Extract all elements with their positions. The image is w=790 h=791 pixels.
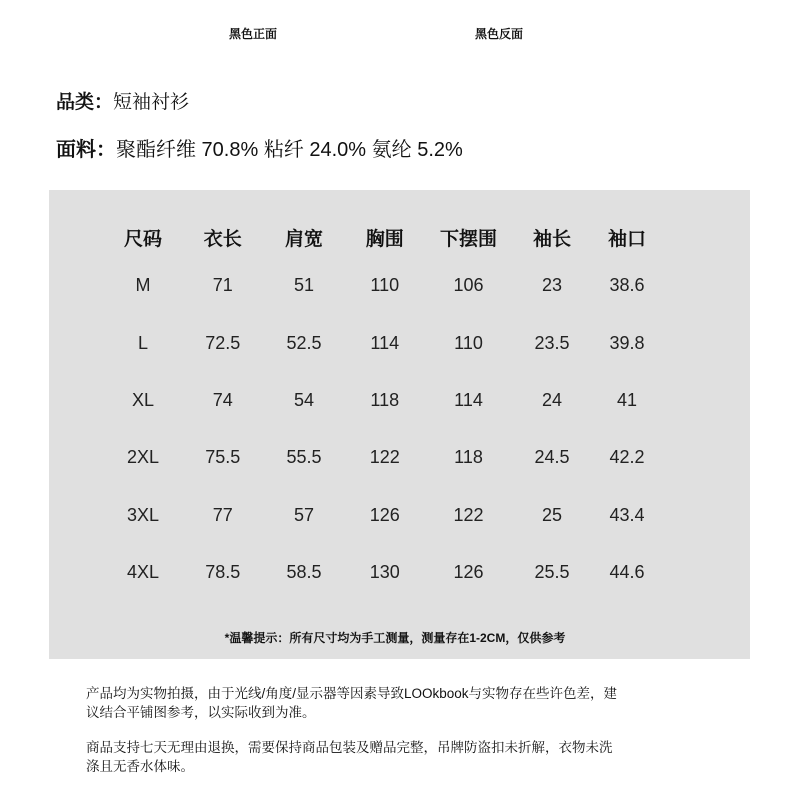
cell-length: 74 bbox=[212, 389, 233, 410]
table-row bbox=[104, 314, 662, 371]
header-hem: 下摆围 bbox=[439, 228, 497, 250]
product-fabric bbox=[56, 138, 463, 162]
cell-chest: 122 bbox=[369, 447, 400, 468]
cell-size: 4XL bbox=[126, 562, 160, 583]
cell-shoulder: 54 bbox=[293, 389, 315, 410]
notice-line: 涤且无香水体味。 bbox=[86, 759, 194, 774]
table-row bbox=[104, 429, 662, 486]
cell-size: XL bbox=[131, 389, 155, 410]
cell-chest: 126 bbox=[369, 504, 400, 525]
fabric-value: 聚酯纤维 70.8% 粘纤 24.0% 氨纶 5.2% bbox=[116, 139, 463, 161]
cell-length: 71 bbox=[212, 275, 233, 296]
cell-hem: 106 bbox=[453, 275, 484, 296]
fabric-label: 面料： bbox=[56, 139, 116, 161]
cell-shoulder: 57 bbox=[293, 504, 315, 525]
cell-cuff: 39.8 bbox=[609, 332, 645, 353]
cell-sleeve-length: 24.5 bbox=[534, 447, 570, 468]
size-chart-body bbox=[104, 257, 662, 601]
cell-hem: 122 bbox=[453, 504, 484, 525]
cell-size: 3XL bbox=[126, 504, 160, 525]
cell-sleeve-length: 24 bbox=[541, 389, 563, 410]
size-chart-panel bbox=[49, 190, 750, 659]
cell-shoulder: 58.5 bbox=[286, 562, 322, 583]
return-policy-notice bbox=[86, 738, 613, 776]
cell-hem: 110 bbox=[454, 332, 483, 353]
notice-line: 议结合平铺图参考，以实际收到为准。 bbox=[86, 705, 316, 720]
cell-size: L bbox=[137, 332, 148, 353]
category-label: 品类： bbox=[56, 92, 114, 113]
cell-cuff: 44.6 bbox=[609, 562, 645, 583]
cell-sleeve-length: 25.5 bbox=[534, 562, 570, 583]
table-row bbox=[104, 487, 662, 544]
cell-shoulder: 55.5 bbox=[286, 447, 322, 468]
cell-chest: 118 bbox=[370, 389, 400, 410]
cell-shoulder: 51 bbox=[293, 275, 315, 296]
cell-size: 2XL bbox=[126, 447, 160, 468]
cell-shoulder: 52.5 bbox=[286, 332, 322, 353]
table-row bbox=[104, 544, 662, 601]
cell-sleeve-length: 25 bbox=[541, 504, 563, 525]
cell-cuff: 41 bbox=[616, 389, 638, 410]
cell-length: 78.5 bbox=[205, 562, 241, 583]
cell-chest: 114 bbox=[370, 332, 400, 353]
cell-hem: 126 bbox=[453, 562, 484, 583]
category-value: 短袖衬衫 bbox=[113, 92, 190, 113]
measurement-note: *温馨提示：所有尺寸均为手工测量，测量存在1-2CM，仅供参考 bbox=[224, 631, 566, 645]
header-sleeve-length: 袖长 bbox=[532, 228, 571, 250]
cell-cuff: 42.2 bbox=[609, 447, 645, 468]
header-length: 衣长 bbox=[203, 228, 242, 250]
notice-line: 产品均为实物拍摄，由于光线/角度/显示器等因素导致LOOkbook与实物存在些许色差，建 bbox=[86, 686, 618, 701]
size-chart-table bbox=[104, 217, 662, 601]
notice-line: 商品支持七天无理由退换，需要保持商品包装及赠品完整，吊牌防盗扣未折解，衣物未洗 bbox=[86, 740, 613, 755]
cell-length: 75.5 bbox=[205, 447, 241, 468]
color-difference-notice bbox=[86, 684, 617, 722]
cell-hem: 118 bbox=[454, 447, 483, 468]
table-row bbox=[104, 372, 662, 429]
size-chart-header-row bbox=[104, 217, 662, 257]
header-size: 尺码 bbox=[123, 228, 162, 250]
cell-hem: 114 bbox=[454, 389, 483, 410]
caption-black-front: 黑色正面 bbox=[228, 27, 278, 41]
cell-cuff: 38.6 bbox=[609, 275, 645, 296]
size-chart-head bbox=[104, 217, 662, 257]
product-category bbox=[56, 92, 189, 114]
cell-sleeve-length: 23 bbox=[541, 275, 563, 296]
cell-length: 72.5 bbox=[205, 332, 241, 353]
cell-sleeve-length: 23.5 bbox=[534, 332, 570, 353]
cell-size: M bbox=[135, 275, 151, 296]
caption-black-back: 黑色反面 bbox=[474, 27, 524, 41]
cell-chest: 130 bbox=[369, 562, 400, 583]
table-row bbox=[104, 257, 662, 314]
cell-chest: 110 bbox=[370, 275, 400, 296]
cell-cuff: 43.4 bbox=[609, 504, 645, 525]
header-shoulder: 肩宽 bbox=[284, 228, 323, 250]
header-cuff: 袖口 bbox=[607, 228, 646, 250]
cell-length: 77 bbox=[212, 504, 233, 525]
header-chest: 胸围 bbox=[365, 228, 404, 250]
